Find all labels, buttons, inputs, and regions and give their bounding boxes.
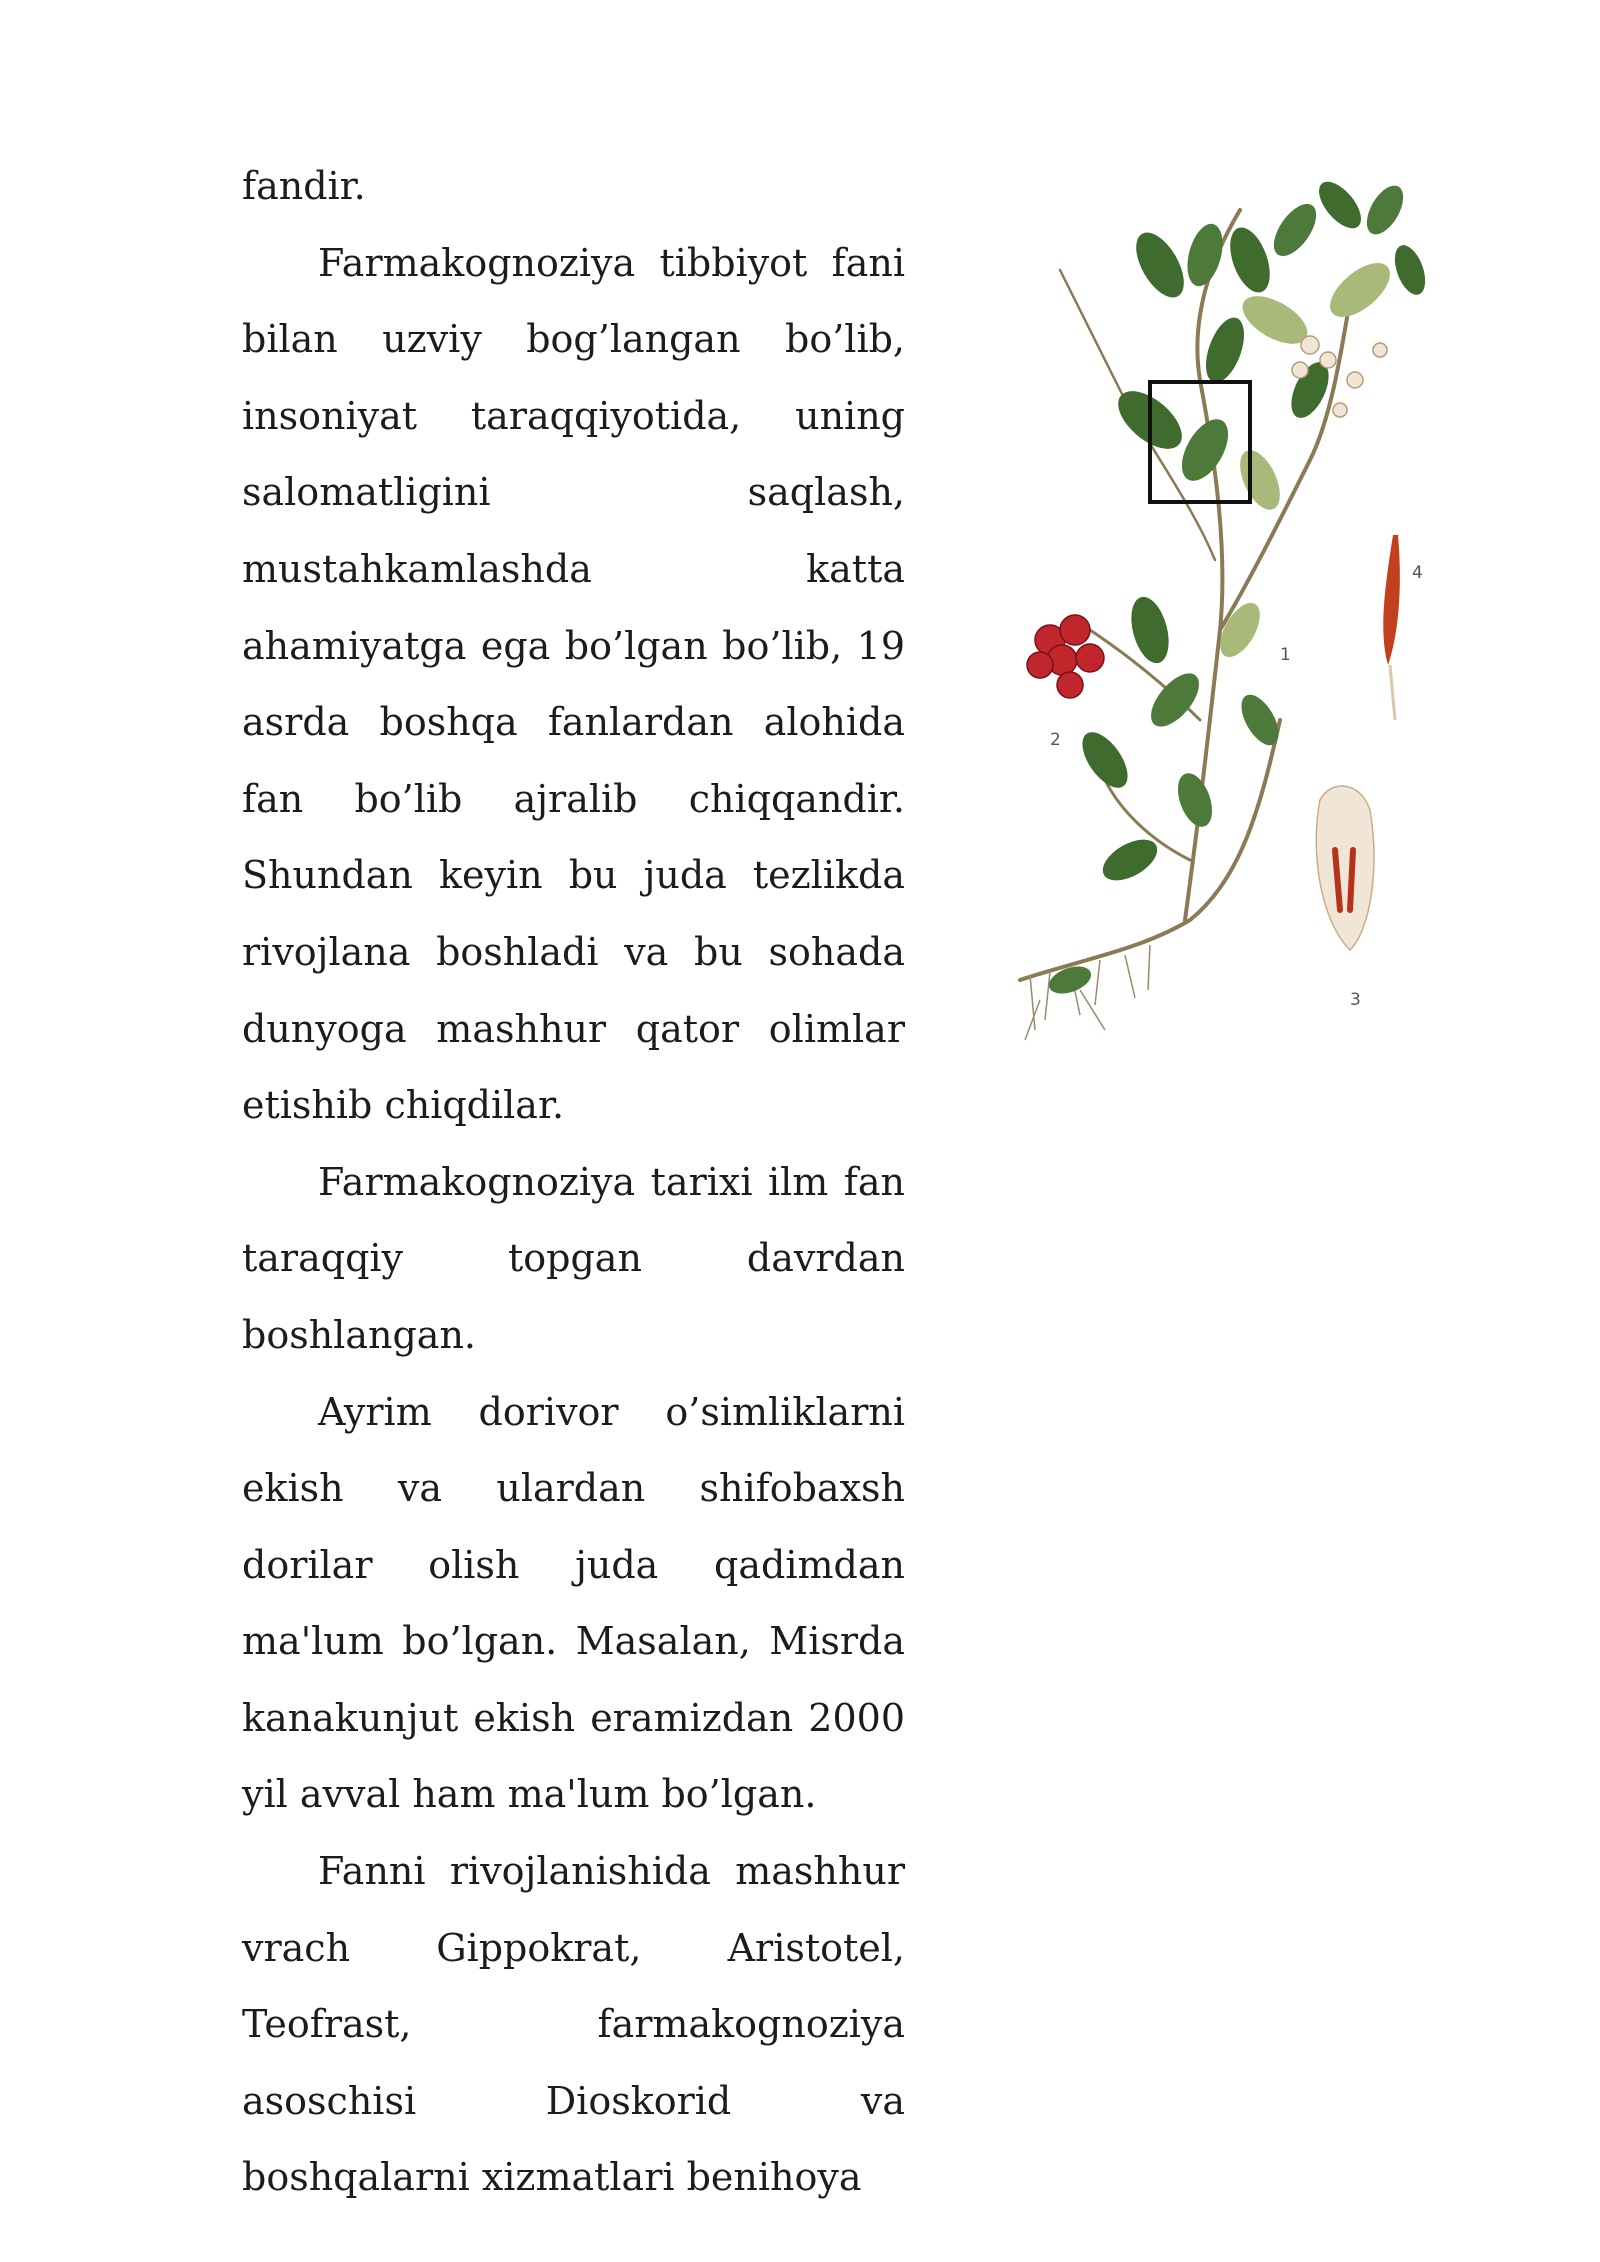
figure-label-1: 1 xyxy=(1280,645,1291,665)
figure-label-3: 3 xyxy=(1350,990,1361,1010)
flower-detail xyxy=(1316,786,1374,950)
figure-label-4: 4 xyxy=(1412,563,1423,583)
paragraph-3: Farmakognoziya tarixi ilm fan taraqqiy topgan davrdan boshlangan. xyxy=(242,1159,905,1357)
paragraph-4: Ayrim dorivor o’simliklarni ekish va ulardan shifobaxsh dorilar olish juda qadimdan ma'lum bo’lgan. Masalan, Misrda kanakunjut ekish eramizdan 2000 yil avval ham ma'lum bo’lgan. xyxy=(242,1389,905,1817)
paragraph-1: fandir. xyxy=(242,164,366,208)
body-text xyxy=(242,148,905,2216)
paragraph-2: Farmakognoziya tibbiyot fani bilan uzviy bog’langan bo’lib, insoniyat taraqqiyotida, uning salomatligini saqlash, mustahkamlashda katta ahamiyatga ega bo’lgan bo’lib, 19 asrda boshqa fanlardan alohida fan bo’lib ajralib chiqqandir. Shundan keyin bu juda tezlikda rivojlana boshladi va bu sohada dunyoga mashhur qator olimlar etishib chiqdilar. xyxy=(242,240,905,1128)
stamen-detail xyxy=(1383,535,1400,720)
berry-cluster xyxy=(1027,615,1104,698)
figure-label-2: 2 xyxy=(1050,730,1061,750)
paragraph-5: Fanni rivojlanishida mashhur vrach Gippokrat, Aristotel, Teofrast, farmakognoziya asoschisi Dioskorid va boshqalarni xizmatlari benihoya xyxy=(242,1849,905,2200)
botanical-illustration xyxy=(1010,160,1450,1060)
